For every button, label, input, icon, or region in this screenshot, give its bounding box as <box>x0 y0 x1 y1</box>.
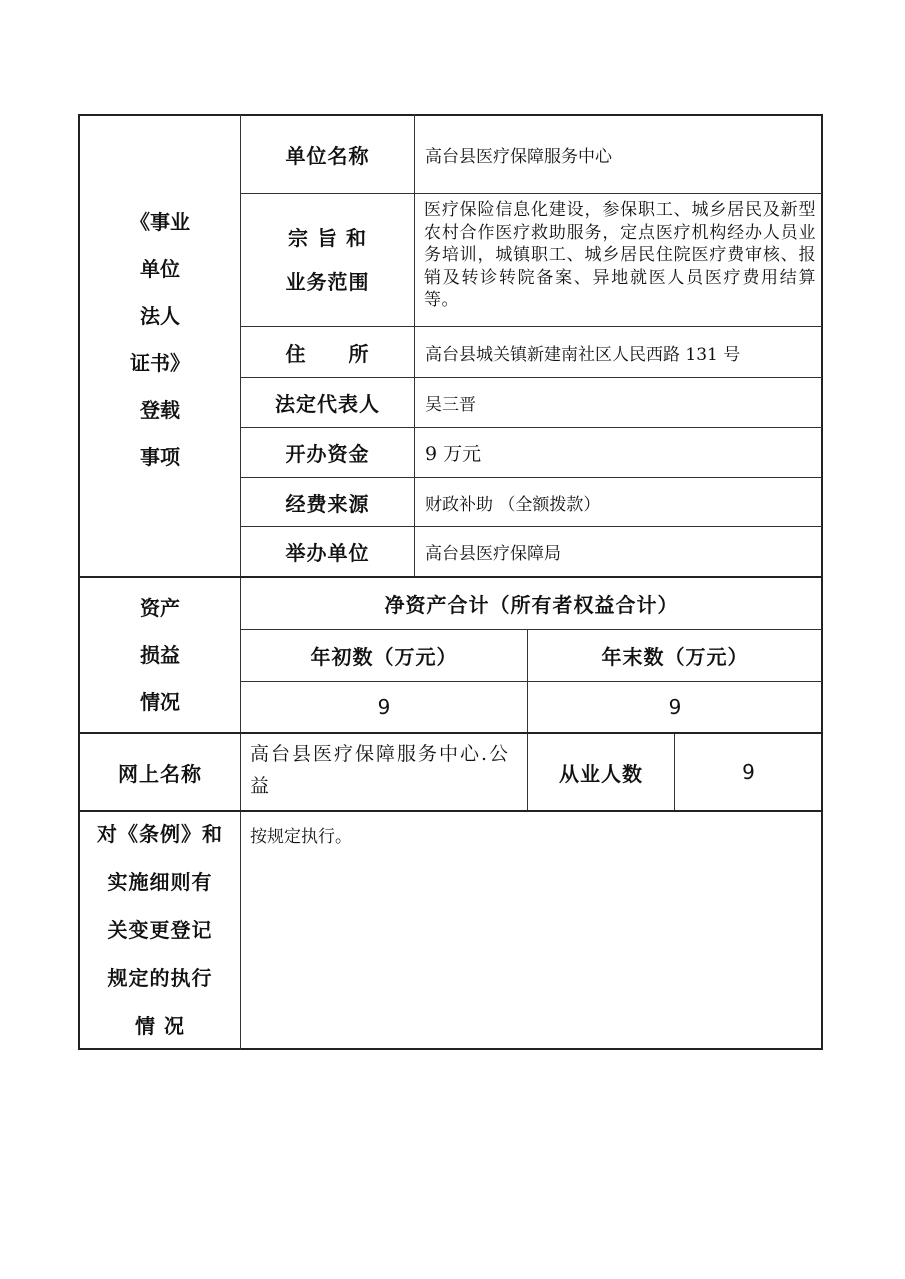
label-line: 关变更登记 <box>107 918 213 942</box>
label-line: 事项 <box>140 445 180 469</box>
net-assets-header: 净资产合计（所有者权益合计） <box>384 593 679 617</box>
label-line: 规定的执行 <box>107 966 213 990</box>
unit-name-value: 高台县医疗保障服务中心 <box>425 147 612 167</box>
start-of-year-value: 9 <box>377 695 391 719</box>
label-line: 资产 <box>140 595 180 620</box>
end-of-year-value: 9 <box>668 695 682 719</box>
label-line: 单位 <box>140 257 180 281</box>
compliance-status: 按规定执行。 <box>250 827 352 847</box>
sponsor-value: 高台县医疗保障局 <box>425 544 561 564</box>
label-line: 情 况 <box>135 1014 185 1038</box>
label-line: 损益 <box>140 642 180 667</box>
assets-section-label <box>80 578 240 732</box>
label-line: 宗 旨 和 <box>288 226 367 250</box>
end-of-year-header: 年末数（万元） <box>601 645 749 669</box>
legal-rep-label: 法定代表人 <box>275 392 380 416</box>
capital-value: 9 万元 <box>425 443 482 465</box>
legal-rep-value: 吴三晋 <box>425 395 476 415</box>
staff-count-value: 9 <box>742 760 755 784</box>
capital-label: 开办资金 <box>285 442 370 466</box>
funding-label: 经费来源 <box>285 491 370 516</box>
label-line: 情况 <box>140 689 180 714</box>
purpose-label <box>241 194 414 326</box>
unit-name-label: 单位名称 <box>285 144 370 168</box>
label-line: 对《条例》和 <box>97 822 223 846</box>
funding-value: 财政补助 （全额拨款） <box>425 494 601 515</box>
registration-section-label <box>80 200 240 480</box>
label-line: 《事业 <box>130 210 190 234</box>
sponsor-label: 举办单位 <box>285 541 370 565</box>
purpose-value: 医疗保险信息化建设，参保职工、城乡居民及新型农村合作医疗救助服务，定点医疗机构经办人员业务培训，城镇职工、城乡居民住院医疗费审核、报销及转诊转院备案、异地就医人员医疗费用结算等。 <box>424 200 816 310</box>
label-line: 实施细则有 <box>107 870 213 894</box>
label-line: 登载 <box>140 398 180 422</box>
address-value: 高台县城关镇新建南社区人民西路 131 号 <box>425 344 741 365</box>
label-line: 证书》 <box>130 351 190 375</box>
online-name-value: 高台县医疗保障服务中心.公益 <box>250 743 511 797</box>
label-line: 法人 <box>140 304 180 328</box>
staff-count-label: 从业人数 <box>559 761 643 786</box>
compliance-label <box>80 812 240 1048</box>
start-of-year-header: 年初数（万元） <box>310 645 458 669</box>
online-name-label: 网上名称 <box>118 761 202 786</box>
label-line: 业务范围 <box>285 270 370 294</box>
address-label: 住 所 <box>285 341 370 366</box>
